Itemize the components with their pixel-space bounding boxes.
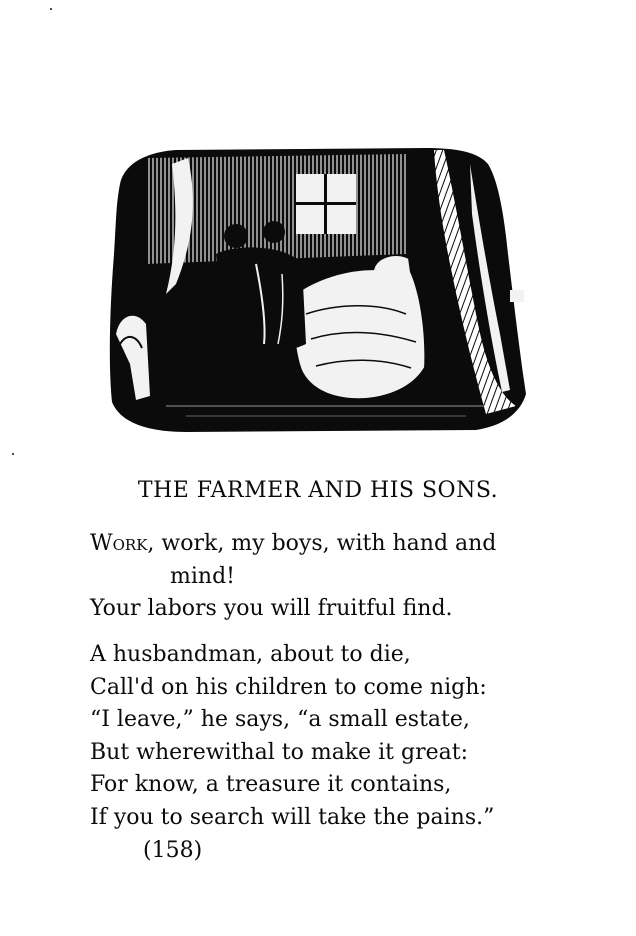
farmer-deathbed-engraving-icon	[106, 144, 534, 436]
verse-line: But wherewithal to make it great:	[90, 739, 469, 765]
verse-line: Call'd on his children to come nigh:	[90, 674, 487, 700]
print-speck	[12, 453, 14, 455]
page-number: (158)	[143, 838, 203, 863]
stanza-fable	[90, 639, 570, 834]
engraving-illustration	[106, 144, 534, 436]
poem-title: THE FARMER AND HIS SONS.	[137, 478, 499, 503]
verse-line	[90, 528, 570, 561]
verse-line: If you to search will take the pains.”	[90, 804, 495, 830]
stanza-moral	[90, 528, 570, 626]
verse-line: For know, a treasure it contains,	[90, 772, 452, 797]
verse-line: Your labors you will fruitful find.	[90, 596, 453, 621]
print-speck	[50, 8, 52, 10]
verse-opening-word: Work,	[90, 531, 155, 556]
verse-line: A husbandman, about to die,	[90, 642, 411, 667]
verse-line: mind!	[170, 563, 235, 589]
verse-line-text: work, my boys, with hand and	[154, 531, 497, 556]
verse-line: “I leave,” he says, “a small estate,	[90, 707, 470, 732]
